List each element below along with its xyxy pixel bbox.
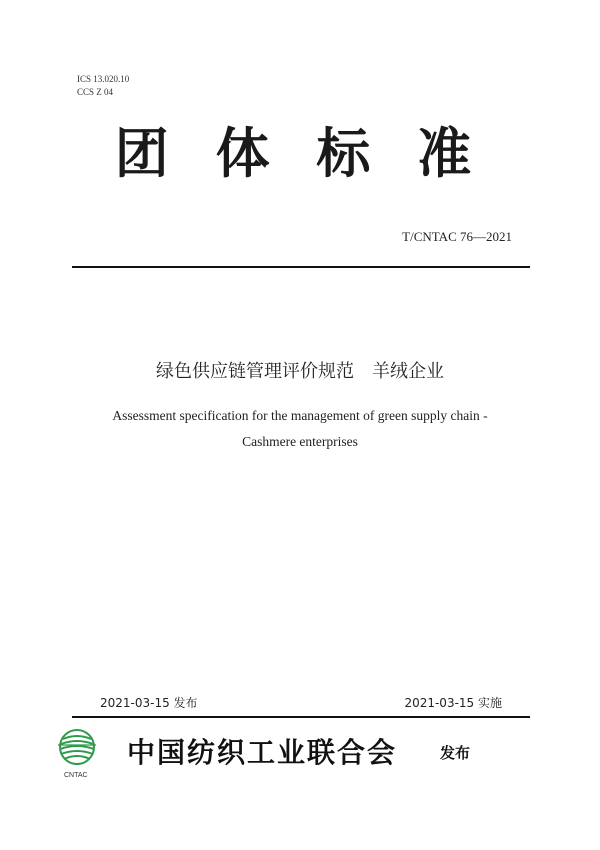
issued-label: 发布 (440, 744, 471, 762)
logo-caption: CNTAC (64, 772, 88, 779)
implementation-date: 2021-03-15 实施 (404, 696, 502, 710)
document-type-title: 团 体 标 准 (114, 121, 486, 185)
header-divider (72, 266, 530, 268)
footer-divider (72, 716, 530, 718)
publisher-name: 中国纺织工业联合会 (127, 736, 398, 769)
ics-code: ICS 13.020.10 (77, 74, 130, 84)
chinese-title: 绿色供应链管理评价规范 羊绒企业 (156, 361, 444, 382)
issue-date: 2021-03-15 发布 (100, 696, 198, 710)
standard-number: T/CNTAC 76—2021 (402, 229, 512, 244)
classification-codes (77, 73, 129, 99)
english-title-line-2: Cashmere enterprises (242, 434, 358, 449)
ccs-code: CCS Z 04 (77, 87, 114, 97)
english-title-line-1: Assessment specification for the management of green supply chain - (112, 408, 488, 423)
